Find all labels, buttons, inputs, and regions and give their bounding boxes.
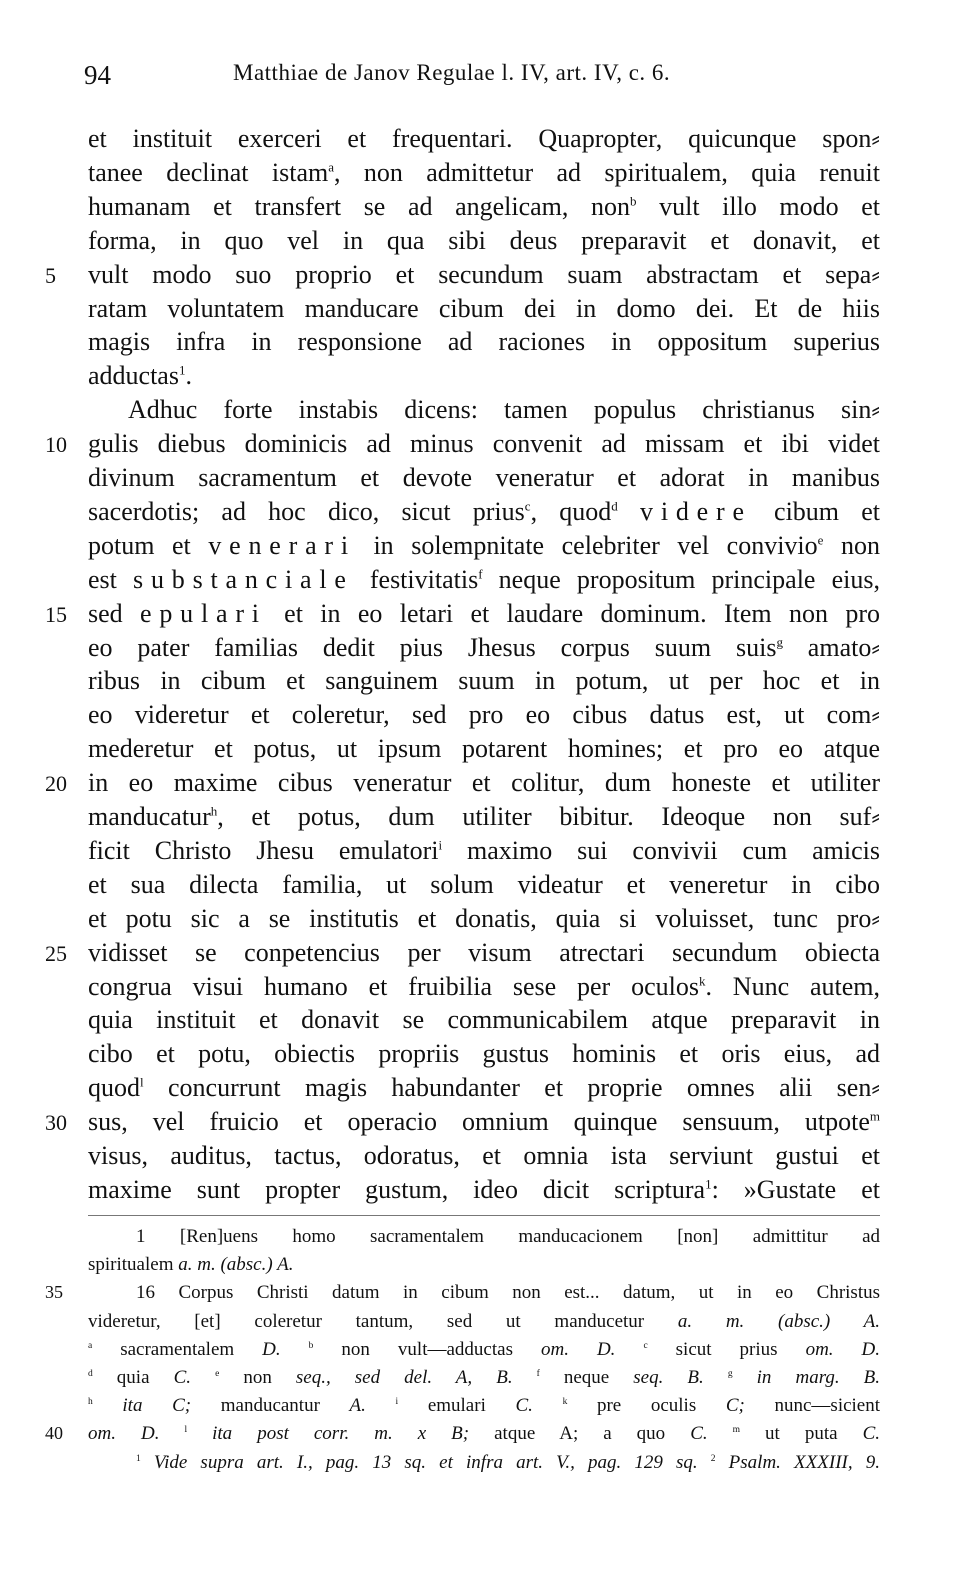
italic-text: C; — [725, 1395, 745, 1417]
running-title: Matthiae de Janov Regulae l. IV, art. IV, c. 6. — [233, 60, 671, 85]
text-line: mederetur et potus, ut ipsum potarent homines; et pro eo atque — [88, 734, 880, 764]
footnote-marker: a — [328, 159, 334, 175]
text-line: magis infra in responsione ad raciones in oppositum superius — [88, 327, 880, 357]
footnote-line — [88, 1449, 880, 1476]
text-line: divinum sacramentum et devote veneratur et adorat in manibus — [88, 463, 880, 492]
footnote-line: 1 [Ren]uens homo sacramentalem manducacionem [non] admittitur ad — [136, 1226, 880, 1247]
italic-text: ita post corr. m. x B; — [212, 1423, 470, 1445]
text-line: sed epulari et in eo letari et laudare dominum. Item non pro — [88, 598, 880, 628]
text-line: ribus in cibum et sanguinem suum in potum, ut per hoc et in — [88, 666, 880, 696]
footnote-marker: g — [727, 1368, 733, 1379]
footnote-marker: b — [308, 1340, 314, 1351]
footnote-marker: f — [478, 565, 483, 581]
italic-text: seq. B. — [633, 1367, 704, 1388]
italic-text: om. D. — [805, 1338, 881, 1360]
footnote-marker: k — [562, 1397, 568, 1408]
text-line: forma, in quo vel in qua sibi deus preparavit et donavit, et — [88, 225, 880, 255]
italic-text: C. — [515, 1395, 533, 1417]
footnote-marker: c — [524, 498, 531, 514]
text-line: quia instituit et donavit se communicabilem atque preparavit in — [88, 1005, 880, 1035]
footnote-marker: a — [88, 1340, 93, 1351]
footnote-marker: d — [611, 498, 618, 514]
footnote-marker: h — [210, 803, 218, 819]
italic-text: C. — [173, 1367, 191, 1388]
text-line: vult modo suo proprio et secundum suam abstractam et sepa⸗ — [88, 259, 880, 289]
text-line: manducatur$^h$, et potus, dum utiliter bibitur. Ideoque non suf⸗ — [88, 802, 880, 831]
footnote-marker: c — [643, 1340, 648, 1351]
footnote-marker: m — [869, 1108, 880, 1124]
footnote-line: 16 Corpus Christi datum in cibum non est... datum, ut in eo Christus — [136, 1282, 880, 1304]
italic-text: C. — [690, 1423, 708, 1445]
spaced-word: videre — [640, 496, 752, 526]
footnote-marker: 1 — [705, 1176, 712, 1192]
footnote-marker: e — [215, 1368, 220, 1379]
line-number: 35 — [45, 1282, 63, 1303]
text-line: eo pater familias dedit pius Jhesus corpus suum suis$^g$ amato⸗ — [88, 632, 880, 662]
line-number: 40 — [45, 1423, 63, 1444]
page-number: 94 — [84, 60, 111, 90]
spaced-word: substanciale — [133, 564, 354, 594]
footnote-marker: i — [438, 837, 443, 853]
footnote-marker: g — [776, 633, 783, 649]
text-line: ficit Christo Jhesu emulatori$^i$ maximo sui convivii cum amicis — [88, 835, 880, 865]
footnote-marker: 2 — [710, 1453, 716, 1464]
footnote-marker: 1 — [136, 1453, 141, 1464]
italic-text: a. m. (absc.) A. — [677, 1310, 880, 1332]
line-number: 5 — [45, 262, 56, 288]
footnote-marker: k — [698, 972, 706, 988]
italic-text: C. — [862, 1423, 881, 1445]
text-line: gulis diebus dominicis ad minus convenit ad missam et ibi videt — [88, 429, 880, 459]
text-line: eo videretur et coleretur, sed pro eo cibus datus est, ut com⸗ — [88, 700, 880, 730]
footnote-marker: f — [536, 1368, 540, 1379]
italic-text: a. m. (absc.) A. — [178, 1254, 294, 1276]
italic-text: Psalm. XXXIII, 9. — [728, 1451, 880, 1473]
text-line: adductas$^1$. — [88, 361, 192, 391]
spaced-word: epulari — [140, 598, 267, 628]
footnote-line: $^h$ ita C; manducantur A. $^i$ emulari C. $^k$ pre oculis C; nunc—sicient — [88, 1395, 881, 1417]
text-line: humanam et transfert se ad angelicam, non$^b$ vult illo modo et — [88, 191, 880, 221]
footnote-line: $^d$ quia C. $^e$ non seq., sed del. A, B. $^f$ neque seq. B. $^g$ in marg. B. — [88, 1367, 881, 1388]
text-line: et instituit exerceri et frequentari. Quapropter, quicunque spon⸗ — [88, 124, 880, 153]
footnote-marker: i — [395, 1397, 399, 1408]
text-line: et sua dilecta familia, ut solum videatur et veneretur in cibo — [88, 869, 880, 899]
text-line: et potu sic a se institutis et donatis, quia si voluisset, tunc pro⸗ — [88, 903, 880, 933]
line-number: 10 — [45, 432, 67, 458]
text-line: congrua visui humano et fruibilia sese per oculos$^k$. Nunc autem, — [88, 971, 881, 1001]
footnote-marker: m — [732, 1425, 741, 1436]
text-line: maxime sunt propter gustum, ideo dicit scriptura$^1$: »Gustate et — [88, 1174, 880, 1204]
italic-text: om. D. — [88, 1423, 160, 1445]
footnote-marker: l — [140, 1074, 144, 1090]
footnote-marker: e — [817, 532, 824, 548]
text-line: sacerdotis; ad hoc dico, sicut prius$^c$, quod$^d$ videre cibum et — [88, 496, 881, 526]
italic-text: seq., sed del. A, B. — [295, 1367, 513, 1388]
footnote-line: videretur, [et] coleretur tantum, sed ut manducetur a. m. (absc.) A. — [88, 1310, 880, 1332]
text-line: sus, vel fruicio et operacio omnium quinque sensuum, utpote$^m$ — [88, 1107, 880, 1137]
footnote-line: spiritualem a. m. (absc.) A. — [88, 1254, 294, 1276]
footnote-line: om. D. $^l$ ita post corr. m. x B; atque A; a quo C. $^m$ ut puta C. — [88, 1423, 881, 1445]
italic-text: D. — [262, 1338, 281, 1360]
line-number: 25 — [45, 940, 67, 966]
italic-text: om. D. — [540, 1338, 616, 1360]
text-line: Adhuc forte instabis dicens: tamen populus christianus sin⸗ — [128, 395, 880, 425]
line-number: 30 — [45, 1110, 67, 1136]
footnote-marker: h — [88, 1397, 93, 1408]
text-line: tanee declinat istam$^a$, non admittetur ad spiritualem, quia renuit — [88, 157, 881, 187]
italic-text: ita C; — [122, 1395, 192, 1417]
footnote-marker: b — [630, 193, 637, 209]
footnote-marker: d — [88, 1368, 93, 1379]
italic-text: in marg. B. — [756, 1367, 881, 1388]
text-line: in eo maxime cibus veneratur et colitur, dum honeste et utiliter — [88, 768, 880, 798]
text-line: est substanciale festivitatis$^f$ neque propositum principale eius, — [88, 564, 880, 594]
line-number: 20 — [45, 771, 67, 797]
text-line: ratam voluntatem manducare cibum dei in domo dei. Et de hiis — [88, 293, 880, 323]
footnote-marker: l — [184, 1425, 188, 1436]
italic-text: Vide supra art. I., pag. 13 sq. et infra art. V., pag. 129 sq. — [153, 1451, 698, 1473]
text-line: vidisset se conpetencius per visum atrectari secundum obiecta — [88, 937, 880, 967]
text-line: cibo et potu, obiectis propriis gustus hominis et oris eius, ad — [88, 1039, 880, 1069]
text-line: potum et venerari in solempnitate celebriter vel convivio$^e$ non — [88, 530, 880, 560]
text-line: quod$^l$ concurrunt magis habundanter et proprie omnes alii sen⸗ — [88, 1073, 880, 1103]
footnote-line: $^a$ sacramentalem D. $^b$ non vult—adductas om. D. $^c$ sicut prius om. D. — [88, 1338, 881, 1360]
footnote-marker: 1 — [178, 362, 186, 378]
line-number: 15 — [45, 601, 67, 627]
spaced-word: venerari — [208, 530, 356, 560]
footnote-rule — [88, 1215, 880, 1216]
italic-text: A. — [349, 1395, 366, 1417]
text-line: visus, auditus, tactus, odoratus, et omnia ista serviunt gustui et — [88, 1141, 880, 1170]
